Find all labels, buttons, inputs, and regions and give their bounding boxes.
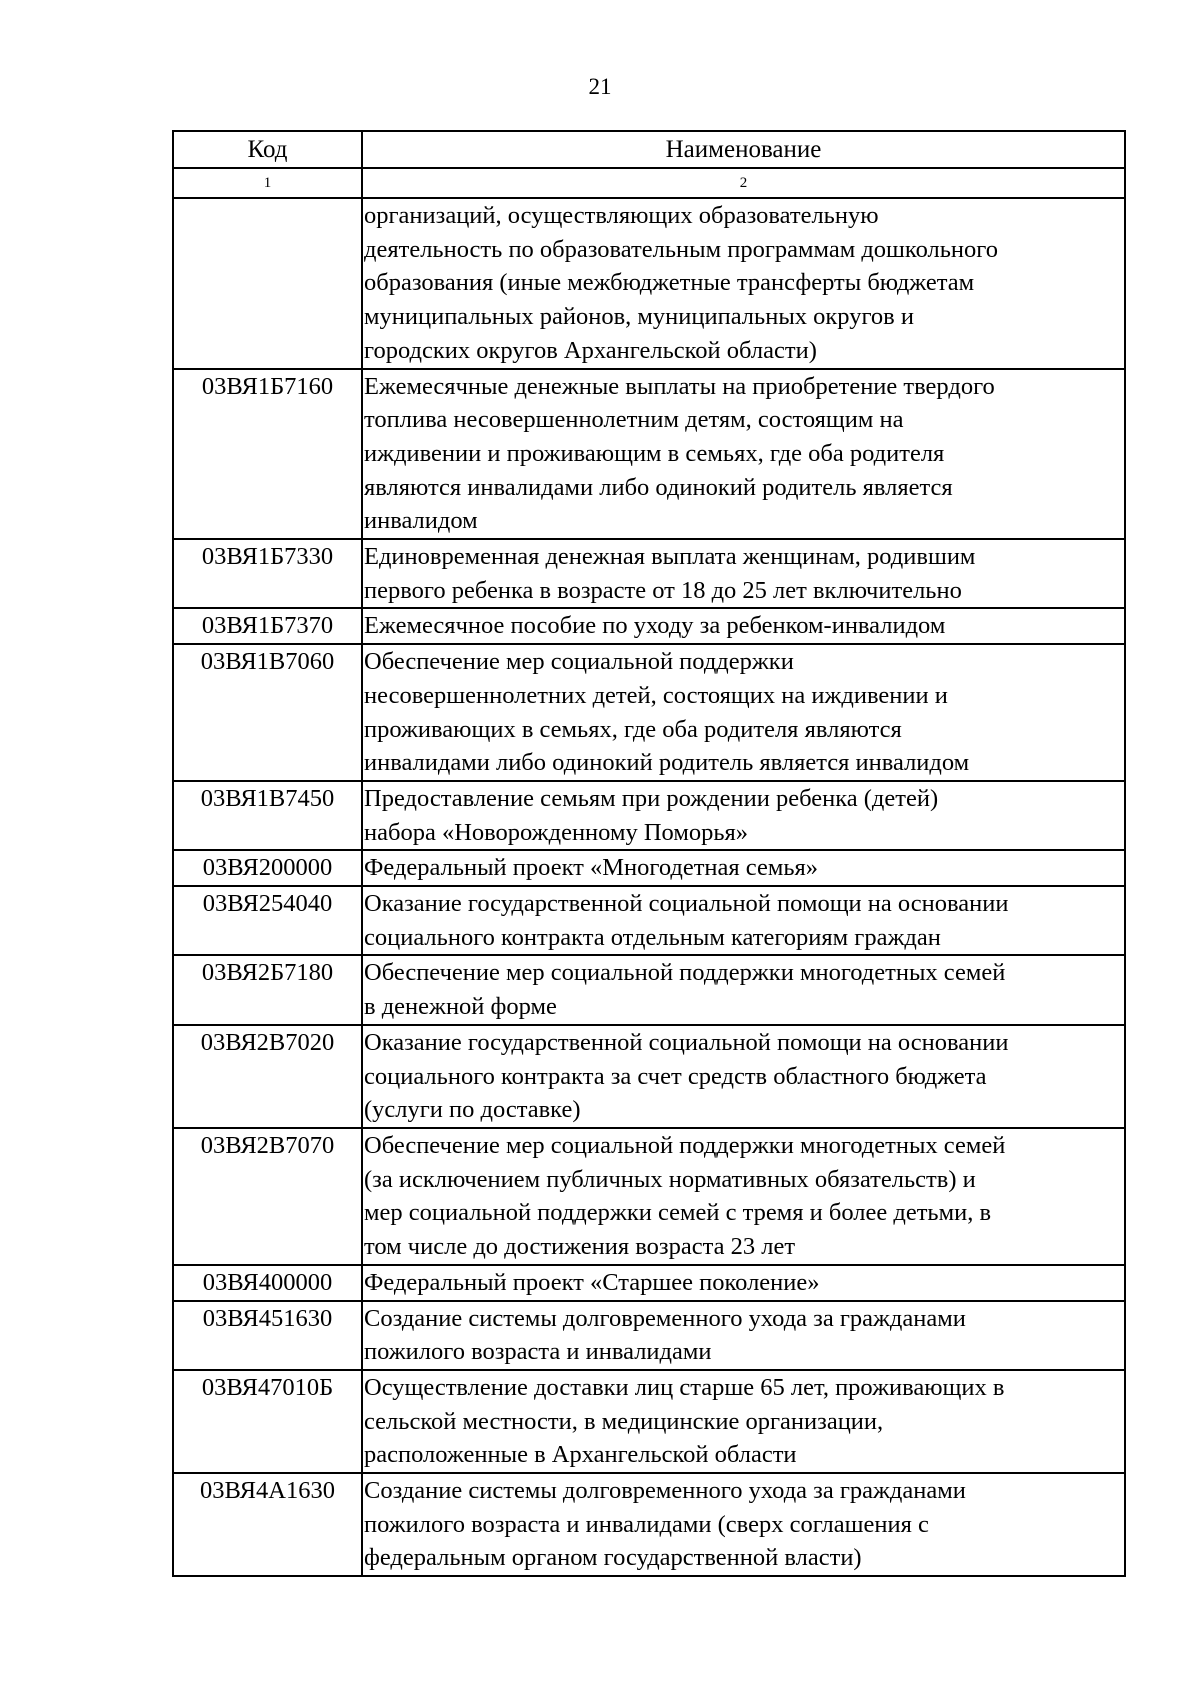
table-row: [173, 608, 1125, 644]
row-name-line: в денежной форме: [364, 993, 557, 1021]
row-name-line: Обеспечение мер социальной поддержки многодетных семей: [364, 959, 1006, 987]
table-row: [173, 1025, 1125, 1128]
row-name-line: организаций, осуществляющих образовательную: [364, 202, 879, 229]
row-code: 03ВЯ4А1630: [173, 1473, 362, 1576]
row-code: 03ВЯ1В7450: [173, 781, 362, 850]
row-name: [362, 608, 1125, 644]
row-name: [362, 886, 1125, 955]
table-row: [173, 781, 1125, 850]
row-name: [362, 781, 1125, 850]
row-code: 03ВЯ1Б7370: [173, 608, 362, 644]
row-name-line: Федеральный проект «Старшее поколение»: [364, 1268, 820, 1296]
row-name: [362, 1265, 1125, 1301]
row-name: [362, 850, 1125, 886]
row-name-line: Ежемесячные денежные выплаты на приобретение твердого: [364, 372, 995, 400]
row-name: [362, 539, 1125, 608]
row-code: 03ВЯ451630: [173, 1301, 362, 1370]
row-name-line: деятельность по образовательным программам дошкольного: [364, 235, 998, 263]
table-row: [173, 369, 1125, 540]
row-name-line: расположенные в Архангельской области: [364, 1441, 797, 1469]
row-name-line: том числе до достижения возраста 23 лет: [364, 1233, 796, 1261]
row-name-line: первого ребенка в возрасте от 18 до 25 лет включительно: [364, 576, 962, 604]
row-name-line: пожилого возраста и инвалидами: [364, 1338, 712, 1366]
row-name-line: Предоставление семьям при рождении ребенка (детей): [364, 784, 939, 812]
row-name-line: Осуществление доставки лиц старше 65 лет, проживающих в: [364, 1373, 1005, 1401]
row-code: 03ВЯ200000: [173, 850, 362, 886]
table-row: [173, 539, 1125, 608]
page-number: 21: [588, 74, 612, 99]
table-row: [173, 955, 1125, 1024]
table-body: [173, 131, 1125, 1576]
row-name-line: пожилого возраста и инвалидами (сверх соглашения с: [364, 1510, 929, 1538]
table-row: [173, 1301, 1125, 1370]
row-name: [362, 1025, 1125, 1128]
row-name-line: топлива несовершеннолетним детям, состоящим на: [364, 406, 904, 434]
row-code: 03ВЯ400000: [173, 1265, 362, 1301]
row-name-line: образования (иные межбюджетные трансферты бюджетам: [364, 269, 975, 297]
row-code: 03ВЯ1Б7330: [173, 539, 362, 608]
table-row: [173, 198, 1125, 369]
column-number-row: [173, 168, 1125, 198]
row-name: [362, 955, 1125, 1024]
row-name-line: проживающих в семьях, где оба родителя являются: [364, 715, 902, 743]
row-name-line: Единовременная денежная выплата женщинам, родившим: [364, 543, 976, 571]
row-name: [362, 1128, 1125, 1265]
row-name: [362, 644, 1125, 781]
row-name-line: инвалидом: [364, 507, 478, 535]
column-number-name: 2: [362, 168, 1125, 198]
row-code: 03ВЯ2Б7180: [173, 955, 362, 1024]
row-name-line: (услуги по доставке): [364, 1096, 581, 1124]
row-name-line: Обеспечение мер социальной поддержки многодетных семей: [364, 1131, 1006, 1159]
row-name: [362, 369, 1125, 540]
header-code: Код: [173, 131, 362, 168]
row-name-line: социального контракта отдельным категориям граждан: [364, 923, 941, 951]
header-name: Наименование: [362, 131, 1125, 168]
table-row: [173, 1265, 1125, 1301]
table-row: [173, 644, 1125, 781]
row-code: 03ВЯ2В7020: [173, 1025, 362, 1128]
row-name-line: Федеральный проект «Многодетная семья»: [364, 854, 819, 882]
row-name-line: Оказание государственной социальной помощи на основании: [364, 890, 1009, 918]
row-name-line: несовершеннолетних детей, состоящих на иждивении и: [364, 681, 948, 709]
table-row: [173, 1128, 1125, 1265]
row-name-line: Создание системы долговременного ухода за гражданами: [364, 1304, 966, 1332]
row-name-line: федеральным органом государственной власти): [364, 1544, 862, 1572]
row-name-line: иждивении и проживающим в семьях, где оба родителя: [364, 439, 945, 467]
row-code: 03ВЯ254040: [173, 886, 362, 955]
table-row: [173, 1473, 1125, 1576]
row-name-line: городских округов Архангельской области): [364, 336, 817, 364]
table-row: [173, 1370, 1125, 1473]
row-name-line: (за исключением публичных нормативных обязательств) и: [364, 1165, 976, 1193]
table-header-row: [173, 131, 1125, 168]
row-name-line: мер социальной поддержки семей с тремя и более детьми, в: [364, 1199, 992, 1227]
classification-table: [172, 130, 1126, 1577]
row-name-line: инвалидами либо одинокий родитель является инвалидом: [364, 749, 970, 777]
row-name-line: Обеспечение мер социальной поддержки: [364, 648, 794, 676]
row-code: 03ВЯ47010Б: [173, 1370, 362, 1473]
table-row: [173, 886, 1125, 955]
row-name: [362, 1370, 1125, 1473]
row-name-line: Оказание государственной социальной помощи на основании: [364, 1028, 1009, 1056]
row-code: 03ВЯ1Б7160: [173, 369, 362, 540]
row-name-line: являются инвалидами либо одинокий родитель является: [364, 473, 953, 501]
row-name-line: муниципальных районов, муниципальных округов и: [364, 303, 914, 331]
row-name-line: сельской местности, в медицинские организации,: [364, 1407, 884, 1435]
row-name: [362, 198, 1125, 369]
row-code: [173, 198, 362, 369]
row-name-line: набора «Новорожденному Поморья»: [364, 818, 749, 846]
row-code: 03ВЯ1В7060: [173, 644, 362, 781]
row-name-line: Создание системы долговременного ухода за гражданами: [364, 1477, 966, 1505]
row-code: 03ВЯ2В7070: [173, 1128, 362, 1265]
row-name-line: социального контракта за счет средств областного бюджета: [364, 1062, 987, 1090]
row-name-line: Ежемесячное пособие по уходу за ребенком-инвалидом: [364, 612, 946, 640]
row-name: [362, 1473, 1125, 1576]
column-number-code: 1: [173, 168, 362, 198]
table-row: [173, 850, 1125, 886]
row-name: [362, 1301, 1125, 1370]
